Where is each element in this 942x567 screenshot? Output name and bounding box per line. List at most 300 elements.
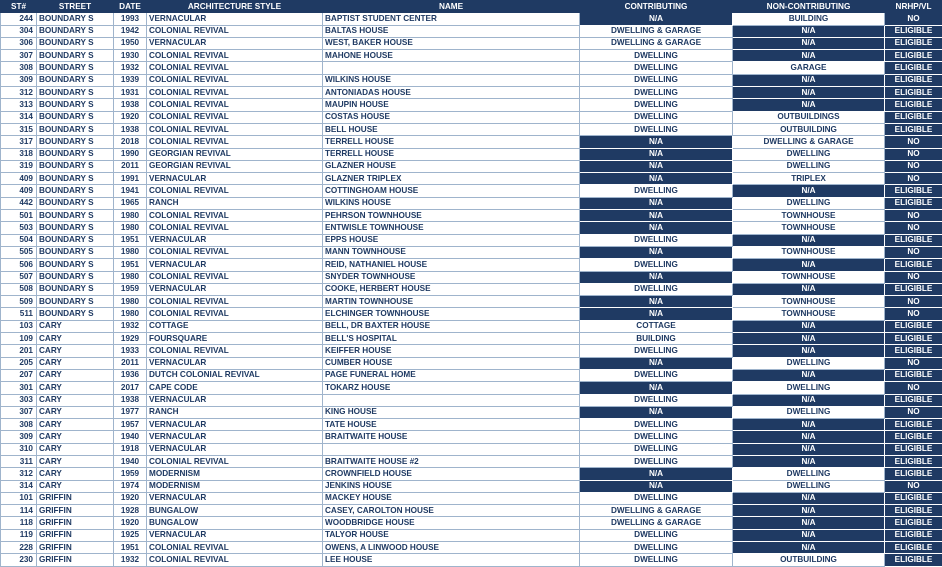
cell-non-contributing: TOWNHOUSE: [733, 210, 885, 222]
cell-contributing: N/A: [580, 480, 733, 492]
cell-name: BAPTIST STUDENT CENTER: [323, 13, 580, 25]
cell-street: BOUNDARY S: [37, 160, 114, 172]
cell-name: PAGE FUNERAL HOME: [323, 369, 580, 381]
table-row: [1, 492, 942, 504]
cell-street: GRIFFIN: [37, 529, 114, 541]
cell-name: BELL HOUSE: [323, 123, 580, 135]
cell-name: BALTAS HOUSE: [323, 25, 580, 37]
cell-st-number: 306: [1, 37, 37, 49]
table-row: [1, 455, 942, 467]
cell-style: CAPE CODE: [147, 382, 323, 394]
cell-contributing: DWELLING: [580, 62, 733, 74]
cell-date: 2011: [114, 160, 147, 172]
cell-nrhp-status: ELIGIBLE: [885, 431, 942, 443]
cell-st-number: 501: [1, 210, 37, 222]
cell-name: LEE HOUSE: [323, 554, 580, 566]
cell-date: 1920: [114, 111, 147, 123]
table-row: [1, 210, 942, 222]
cell-style: VERNACULAR: [147, 283, 323, 295]
cell-non-contributing: N/A: [733, 320, 885, 332]
cell-date: 1933: [114, 345, 147, 357]
cell-style: BUNGALOW: [147, 505, 323, 517]
cell-street: CARY: [37, 394, 114, 406]
cell-nrhp-status: NO: [885, 210, 942, 222]
cell-style: COLONIAL REVIVAL: [147, 62, 323, 74]
table-row: [1, 443, 942, 455]
cell-nrhp-status: NO: [885, 173, 942, 185]
cell-nrhp-status: NO: [885, 308, 942, 320]
cell-non-contributing: N/A: [733, 455, 885, 467]
cell-style: COTTAGE: [147, 320, 323, 332]
cell-style: COLONIAL REVIVAL: [147, 345, 323, 357]
cell-contributing: DWELLING: [580, 259, 733, 271]
cell-st-number: 511: [1, 308, 37, 320]
cell-street: CARY: [37, 382, 114, 394]
cell-non-contributing: N/A: [733, 259, 885, 271]
cell-street: GRIFFIN: [37, 542, 114, 554]
cell-style: COLONIAL REVIVAL: [147, 111, 323, 123]
cell-street: BOUNDARY S: [37, 173, 114, 185]
cell-non-contributing: DWELLING: [733, 406, 885, 418]
cell-st-number: 201: [1, 345, 37, 357]
col-header-non-contributing: NON-CONTRIBUTING: [733, 1, 885, 13]
cell-contributing: N/A: [580, 382, 733, 394]
cell-contributing: DWELLING: [580, 443, 733, 455]
cell-non-contributing: N/A: [733, 505, 885, 517]
cell-non-contributing: N/A: [733, 431, 885, 443]
cell-name: [323, 394, 580, 406]
cell-nrhp-status: NO: [885, 382, 942, 394]
cell-style: VERNACULAR: [147, 13, 323, 25]
cell-date: 1980: [114, 222, 147, 234]
cell-date: 2018: [114, 136, 147, 148]
cell-street: BOUNDARY S: [37, 148, 114, 160]
cell-date: 1990: [114, 148, 147, 160]
cell-street: BOUNDARY S: [37, 271, 114, 283]
cell-contributing: BUILDING: [580, 333, 733, 345]
cell-date: 1920: [114, 517, 147, 529]
cell-contributing: N/A: [580, 406, 733, 418]
cell-date: 1932: [114, 62, 147, 74]
cell-non-contributing: N/A: [733, 517, 885, 529]
cell-contributing: DWELLING: [580, 345, 733, 357]
cell-style: COLONIAL REVIVAL: [147, 222, 323, 234]
cell-non-contributing: N/A: [733, 185, 885, 197]
cell-nrhp-status: NO: [885, 222, 942, 234]
cell-nrhp-status: ELIGIBLE: [885, 455, 942, 467]
table-row: [1, 99, 942, 111]
cell-st-number: 311: [1, 455, 37, 467]
cell-name: COTTINGHOAM HOUSE: [323, 185, 580, 197]
cell-contributing: N/A: [580, 13, 733, 25]
table-row: [1, 111, 942, 123]
table-row: [1, 246, 942, 258]
cell-contributing: N/A: [580, 271, 733, 283]
cell-date: 1920: [114, 492, 147, 504]
table-row: [1, 529, 942, 541]
cell-street: BOUNDARY S: [37, 136, 114, 148]
cell-style: COLONIAL REVIVAL: [147, 185, 323, 197]
cell-style: COLONIAL REVIVAL: [147, 123, 323, 135]
table-row: [1, 148, 942, 160]
cell-st-number: 309: [1, 74, 37, 86]
cell-st-number: 508: [1, 283, 37, 295]
cell-contributing: DWELLING: [580, 87, 733, 99]
cell-nrhp-status: ELIGIBLE: [885, 542, 942, 554]
cell-contributing: N/A: [580, 246, 733, 258]
cell-name: KEIFFER HOUSE: [323, 345, 580, 357]
cell-nrhp-status: ELIGIBLE: [885, 37, 942, 49]
cell-date: 1932: [114, 554, 147, 566]
cell-non-contributing: TOWNHOUSE: [733, 296, 885, 308]
cell-non-contributing: OUTBUILDING: [733, 123, 885, 135]
cell-name: PEHRSON TOWNHOUSE: [323, 210, 580, 222]
cell-nrhp-status: NO: [885, 357, 942, 369]
cell-style: COLONIAL REVIVAL: [147, 87, 323, 99]
cell-non-contributing: DWELLING: [733, 480, 885, 492]
cell-non-contributing: N/A: [733, 99, 885, 111]
cell-name: BRAITWAITE HOUSE: [323, 431, 580, 443]
col-header-style: ARCHITECTURE STYLE: [147, 1, 323, 13]
cell-date: 1942: [114, 25, 147, 37]
cell-style: VERNACULAR: [147, 529, 323, 541]
cell-st-number: 318: [1, 148, 37, 160]
cell-name: TALYOR HOUSE: [323, 529, 580, 541]
cell-non-contributing: N/A: [733, 25, 885, 37]
cell-non-contributing: BUILDING: [733, 13, 885, 25]
cell-date: 1980: [114, 296, 147, 308]
table-row: [1, 382, 942, 394]
cell-non-contributing: DWELLING: [733, 382, 885, 394]
cell-nrhp-status: ELIGIBLE: [885, 394, 942, 406]
cell-contributing: DWELLING: [580, 50, 733, 62]
cell-name: MAUPIN HOUSE: [323, 99, 580, 111]
cell-street: CARY: [37, 431, 114, 443]
cell-contributing: DWELLING: [580, 123, 733, 135]
cell-st-number: 303: [1, 394, 37, 406]
cell-name: TERRELL HOUSE: [323, 148, 580, 160]
cell-style: COLONIAL REVIVAL: [147, 542, 323, 554]
cell-nrhp-status: ELIGIBLE: [885, 517, 942, 529]
cell-contributing: COTTAGE: [580, 320, 733, 332]
cell-street: GRIFFIN: [37, 517, 114, 529]
cell-date: 1980: [114, 246, 147, 258]
cell-street: CARY: [37, 406, 114, 418]
cell-date: 1928: [114, 505, 147, 517]
cell-nrhp-status: ELIGIBLE: [885, 123, 942, 135]
cell-street: BOUNDARY S: [37, 234, 114, 246]
cell-contributing: DWELLING: [580, 111, 733, 123]
cell-style: VERNACULAR: [147, 419, 323, 431]
cell-non-contributing: DWELLING: [733, 148, 885, 160]
table-row: [1, 123, 942, 135]
cell-nrhp-status: ELIGIBLE: [885, 505, 942, 517]
cell-style: VERNACULAR: [147, 259, 323, 271]
cell-date: 1918: [114, 443, 147, 455]
table-row: [1, 357, 942, 369]
cell-street: GRIFFIN: [37, 492, 114, 504]
cell-nrhp-status: NO: [885, 271, 942, 283]
table-row: [1, 185, 942, 197]
cell-nrhp-status: ELIGIBLE: [885, 468, 942, 480]
cell-non-contributing: N/A: [733, 234, 885, 246]
cell-st-number: 310: [1, 443, 37, 455]
cell-style: VERNACULAR: [147, 394, 323, 406]
table-row: [1, 369, 942, 381]
table-row: [1, 333, 942, 345]
cell-nrhp-status: ELIGIBLE: [885, 74, 942, 86]
cell-date: 1932: [114, 320, 147, 332]
cell-nrhp-status: ELIGIBLE: [885, 529, 942, 541]
cell-date: 1951: [114, 542, 147, 554]
cell-st-number: 314: [1, 111, 37, 123]
cell-style: COLONIAL REVIVAL: [147, 74, 323, 86]
table-row: [1, 37, 942, 49]
table-row: [1, 517, 942, 529]
cell-style: VERNACULAR: [147, 357, 323, 369]
cell-street: BOUNDARY S: [37, 210, 114, 222]
cell-nrhp-status: ELIGIBLE: [885, 25, 942, 37]
cell-contributing: N/A: [580, 173, 733, 185]
cell-street: CARY: [37, 320, 114, 332]
cell-street: CARY: [37, 480, 114, 492]
cell-style: COLONIAL REVIVAL: [147, 246, 323, 258]
cell-contributing: N/A: [580, 160, 733, 172]
cell-date: 1974: [114, 480, 147, 492]
cell-non-contributing: N/A: [733, 87, 885, 99]
cell-st-number: 504: [1, 234, 37, 246]
table-row: [1, 480, 942, 492]
cell-style: RANCH: [147, 406, 323, 418]
cell-nrhp-status: ELIGIBLE: [885, 369, 942, 381]
table-row: [1, 308, 942, 320]
cell-date: 1929: [114, 333, 147, 345]
cell-nrhp-status: ELIGIBLE: [885, 197, 942, 209]
header-row: [1, 1, 942, 13]
cell-nrhp-status: ELIGIBLE: [885, 333, 942, 345]
table-row: [1, 87, 942, 99]
cell-street: BOUNDARY S: [37, 62, 114, 74]
table-row: [1, 283, 942, 295]
cell-contributing: N/A: [580, 308, 733, 320]
table-row: [1, 173, 942, 185]
cell-nrhp-status: ELIGIBLE: [885, 62, 942, 74]
cell-date: 1951: [114, 234, 147, 246]
table-row: [1, 394, 942, 406]
cell-st-number: 244: [1, 13, 37, 25]
cell-contributing: N/A: [580, 136, 733, 148]
cell-contributing: DWELLING: [580, 369, 733, 381]
cell-street: CARY: [37, 443, 114, 455]
cell-street: BOUNDARY S: [37, 87, 114, 99]
cell-contributing: DWELLING: [580, 529, 733, 541]
cell-contributing: N/A: [580, 357, 733, 369]
cell-style: COLONIAL REVIVAL: [147, 554, 323, 566]
cell-contributing: DWELLING & GARAGE: [580, 37, 733, 49]
cell-street: CARY: [37, 345, 114, 357]
cell-nrhp-status: ELIGIBLE: [885, 554, 942, 566]
col-header-contributing: CONTRIBUTING: [580, 1, 733, 13]
cell-style: COLONIAL REVIVAL: [147, 99, 323, 111]
cell-st-number: 118: [1, 517, 37, 529]
cell-nrhp-status: ELIGIBLE: [885, 111, 942, 123]
cell-contributing: DWELLING: [580, 554, 733, 566]
cell-style: GEORGIAN REVIVAL: [147, 160, 323, 172]
cell-st-number: 230: [1, 554, 37, 566]
table-row: [1, 136, 942, 148]
cell-nrhp-status: NO: [885, 480, 942, 492]
cell-street: GRIFFIN: [37, 554, 114, 566]
cell-non-contributing: DWELLING: [733, 357, 885, 369]
cell-non-contributing: DWELLING & GARAGE: [733, 136, 885, 148]
cell-style: GEORGIAN REVIVAL: [147, 148, 323, 160]
cell-style: COLONIAL REVIVAL: [147, 455, 323, 467]
table-row: [1, 271, 942, 283]
cell-nrhp-status: NO: [885, 296, 942, 308]
table-row: [1, 25, 942, 37]
cell-st-number: 114: [1, 505, 37, 517]
cell-contributing: N/A: [580, 210, 733, 222]
cell-non-contributing: N/A: [733, 37, 885, 49]
cell-nrhp-status: ELIGIBLE: [885, 345, 942, 357]
cell-date: 1959: [114, 468, 147, 480]
cell-name: WEST, BAKER HOUSE: [323, 37, 580, 49]
cell-date: 1977: [114, 406, 147, 418]
cell-contributing: N/A: [580, 148, 733, 160]
cell-st-number: 312: [1, 87, 37, 99]
table-row: [1, 222, 942, 234]
cell-non-contributing: N/A: [733, 529, 885, 541]
cell-street: BOUNDARY S: [37, 74, 114, 86]
cell-nrhp-status: ELIGIBLE: [885, 443, 942, 455]
cell-date: 1991: [114, 173, 147, 185]
cell-style: VERNACULAR: [147, 443, 323, 455]
cell-date: 1951: [114, 259, 147, 271]
cell-street: CARY: [37, 357, 114, 369]
cell-st-number: 409: [1, 173, 37, 185]
cell-non-contributing: N/A: [733, 50, 885, 62]
cell-st-number: 109: [1, 333, 37, 345]
table-row: [1, 197, 942, 209]
cell-date: 1938: [114, 99, 147, 111]
cell-contributing: DWELLING: [580, 185, 733, 197]
cell-non-contributing: DWELLING: [733, 468, 885, 480]
cell-name: CROWNFIELD HOUSE: [323, 468, 580, 480]
cell-st-number: 505: [1, 246, 37, 258]
cell-street: BOUNDARY S: [37, 283, 114, 295]
cell-date: 1925: [114, 529, 147, 541]
cell-nrhp-status: NO: [885, 136, 942, 148]
cell-name: EPPS HOUSE: [323, 234, 580, 246]
cell-non-contributing: N/A: [733, 283, 885, 295]
cell-st-number: 309: [1, 431, 37, 443]
cell-style: FOURSQUARE: [147, 333, 323, 345]
cell-nrhp-status: ELIGIBLE: [885, 492, 942, 504]
cell-contributing: N/A: [580, 468, 733, 480]
cell-date: 1980: [114, 271, 147, 283]
cell-name: BRAITWAITE HOUSE #2: [323, 455, 580, 467]
cell-date: 2017: [114, 382, 147, 394]
cell-date: 1938: [114, 394, 147, 406]
table-row: [1, 320, 942, 332]
cell-name: COOKE, HERBERT HOUSE: [323, 283, 580, 295]
cell-date: 1993: [114, 13, 147, 25]
cell-name: WOODBRIDGE HOUSE: [323, 517, 580, 529]
table-row: [1, 234, 942, 246]
cell-non-contributing: N/A: [733, 333, 885, 345]
col-header-name: NAME: [323, 1, 580, 13]
cell-non-contributing: N/A: [733, 345, 885, 357]
cell-st-number: 307: [1, 50, 37, 62]
cell-contributing: DWELLING: [580, 492, 733, 504]
cell-street: BOUNDARY S: [37, 308, 114, 320]
cell-non-contributing: N/A: [733, 492, 885, 504]
cell-street: BOUNDARY S: [37, 185, 114, 197]
cell-date: 1936: [114, 369, 147, 381]
cell-name: COSTAS HOUSE: [323, 111, 580, 123]
cell-name: OWENS, A LINWOOD HOUSE: [323, 542, 580, 554]
cell-name: REID, NATHANIEL HOUSE: [323, 259, 580, 271]
table-row: [1, 542, 942, 554]
cell-nrhp-status: ELIGIBLE: [885, 99, 942, 111]
col-header-nrhp: NRHP/VL: [885, 1, 942, 13]
cell-non-contributing: N/A: [733, 394, 885, 406]
cell-contributing: DWELLING: [580, 542, 733, 554]
cell-street: BOUNDARY S: [37, 259, 114, 271]
cell-style: DUTCH COLONIAL REVIVAL: [147, 369, 323, 381]
cell-non-contributing: N/A: [733, 419, 885, 431]
cell-contributing: N/A: [580, 197, 733, 209]
cell-street: BOUNDARY S: [37, 123, 114, 135]
cell-name: TERRELL HOUSE: [323, 136, 580, 148]
cell-name: BELL'S HOSPITAL: [323, 333, 580, 345]
cell-street: BOUNDARY S: [37, 37, 114, 49]
cell-style: COLONIAL REVIVAL: [147, 136, 323, 148]
cell-nrhp-status: ELIGIBLE: [885, 50, 942, 62]
table-row: [1, 74, 942, 86]
table-row: [1, 431, 942, 443]
cell-style: VERNACULAR: [147, 37, 323, 49]
col-header-date: DATE: [114, 1, 147, 13]
cell-style: VERNACULAR: [147, 234, 323, 246]
cell-date: 1959: [114, 283, 147, 295]
cell-non-contributing: TOWNHOUSE: [733, 308, 885, 320]
cell-style: COLONIAL REVIVAL: [147, 296, 323, 308]
cell-non-contributing: DWELLING: [733, 160, 885, 172]
cell-date: 1980: [114, 308, 147, 320]
cell-name: ANTONIADAS HOUSE: [323, 87, 580, 99]
cell-non-contributing: OUTBUILDING: [733, 554, 885, 566]
cell-street: BOUNDARY S: [37, 13, 114, 25]
cell-nrhp-status: ELIGIBLE: [885, 87, 942, 99]
cell-st-number: 101: [1, 492, 37, 504]
cell-st-number: 301: [1, 382, 37, 394]
cell-st-number: 509: [1, 296, 37, 308]
cell-name: JENKINS HOUSE: [323, 480, 580, 492]
table-row: [1, 259, 942, 271]
cell-style: RANCH: [147, 197, 323, 209]
cell-date: 1957: [114, 419, 147, 431]
cell-contributing: DWELLING: [580, 283, 733, 295]
cell-st-number: 304: [1, 25, 37, 37]
cell-style: VERNACULAR: [147, 492, 323, 504]
cell-name: MARTIN TOWNHOUSE: [323, 296, 580, 308]
cell-style: MODERNISM: [147, 480, 323, 492]
cell-street: CARY: [37, 333, 114, 345]
cell-style: COLONIAL REVIVAL: [147, 25, 323, 37]
cell-date: 1950: [114, 37, 147, 49]
cell-name: MACKEY HOUSE: [323, 492, 580, 504]
